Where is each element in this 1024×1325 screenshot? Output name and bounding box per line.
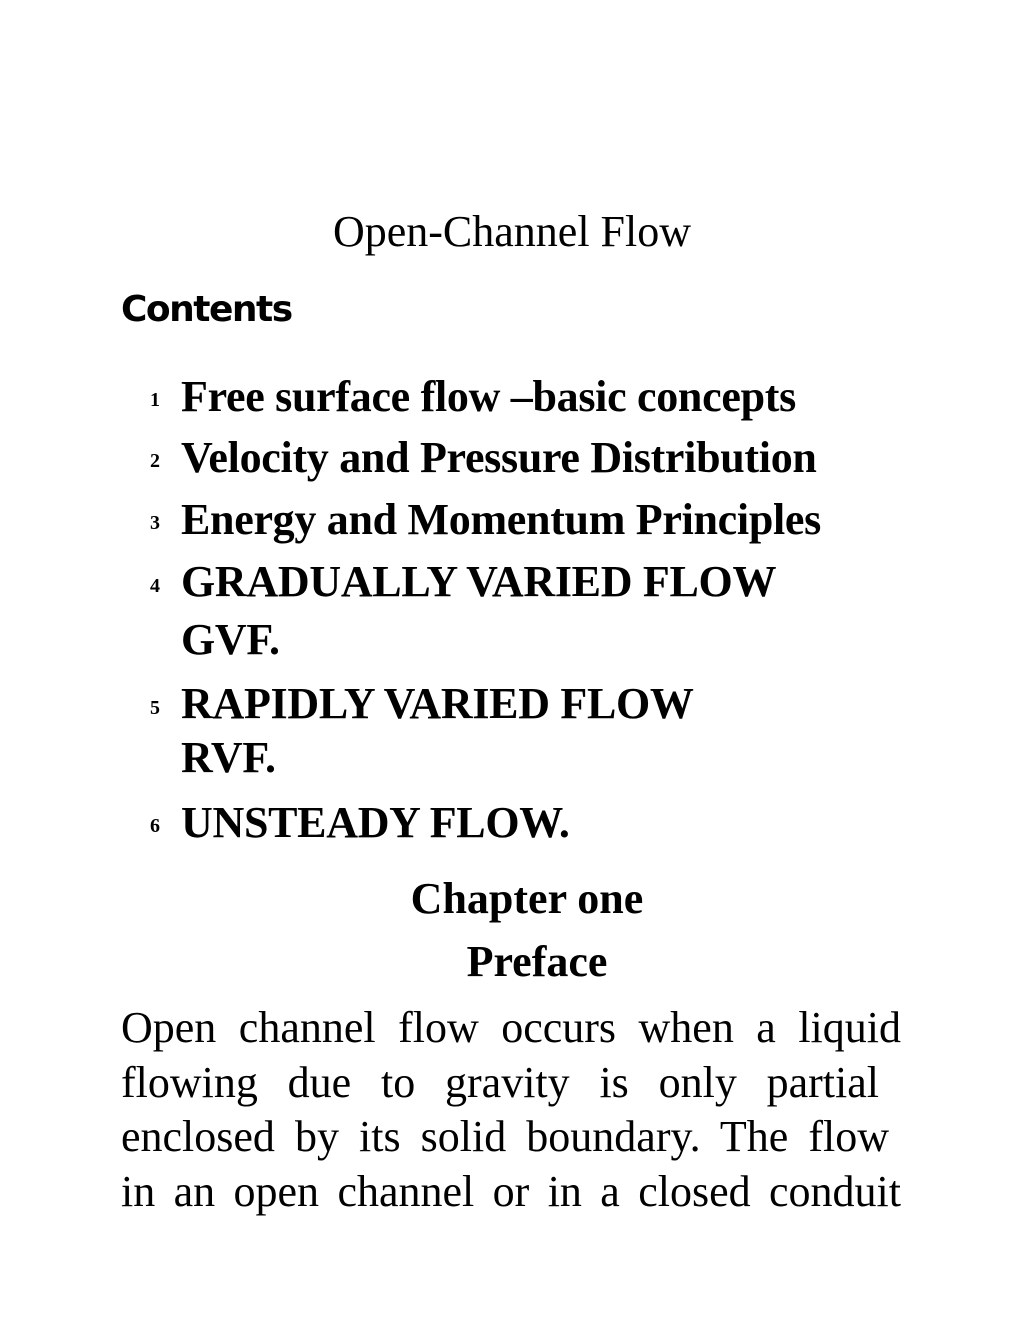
toc-item-number: 3	[150, 512, 160, 534]
toc-item-label: UNSTEADY FLOW.	[181, 798, 570, 847]
document-title: Open-Channel Flow	[332, 207, 692, 256]
toc-item-number: 1	[150, 389, 160, 411]
toc-item-number: 6	[150, 815, 160, 837]
toc-item-number: 5	[150, 697, 160, 719]
toc-item-label: GRADUALLY VARIED FLOW GVF.	[181, 557, 776, 664]
paragraph-line: flowing due to gravity is only partial	[121, 1057, 879, 1107]
paragraph-line: Open channel flow occurs when a liquid	[121, 1003, 901, 1052]
paragraph-line: enclosed by its solid boundary. The flow	[121, 1112, 889, 1161]
toc-item-label: RAPIDLY VARIED FLOW RVF.	[181, 679, 693, 782]
toc-item-label: Free surface flow –basic concepts	[181, 372, 796, 421]
chapter-heading: Chapter one	[410, 874, 644, 923]
toc-item-number: 2	[150, 450, 160, 472]
section-heading: Preface	[466, 937, 608, 986]
toc-item-label: Velocity and Pressure Distribution	[181, 433, 817, 482]
toc-item-label: Energy and Momentum Principles	[181, 495, 821, 544]
preface-paragraph	[121, 1001, 901, 1219]
toc-item-number: 4	[150, 575, 160, 597]
contents-heading: Contents	[121, 289, 292, 330]
paragraph-line: in an open channel or in a closed conduit	[121, 1166, 901, 1216]
